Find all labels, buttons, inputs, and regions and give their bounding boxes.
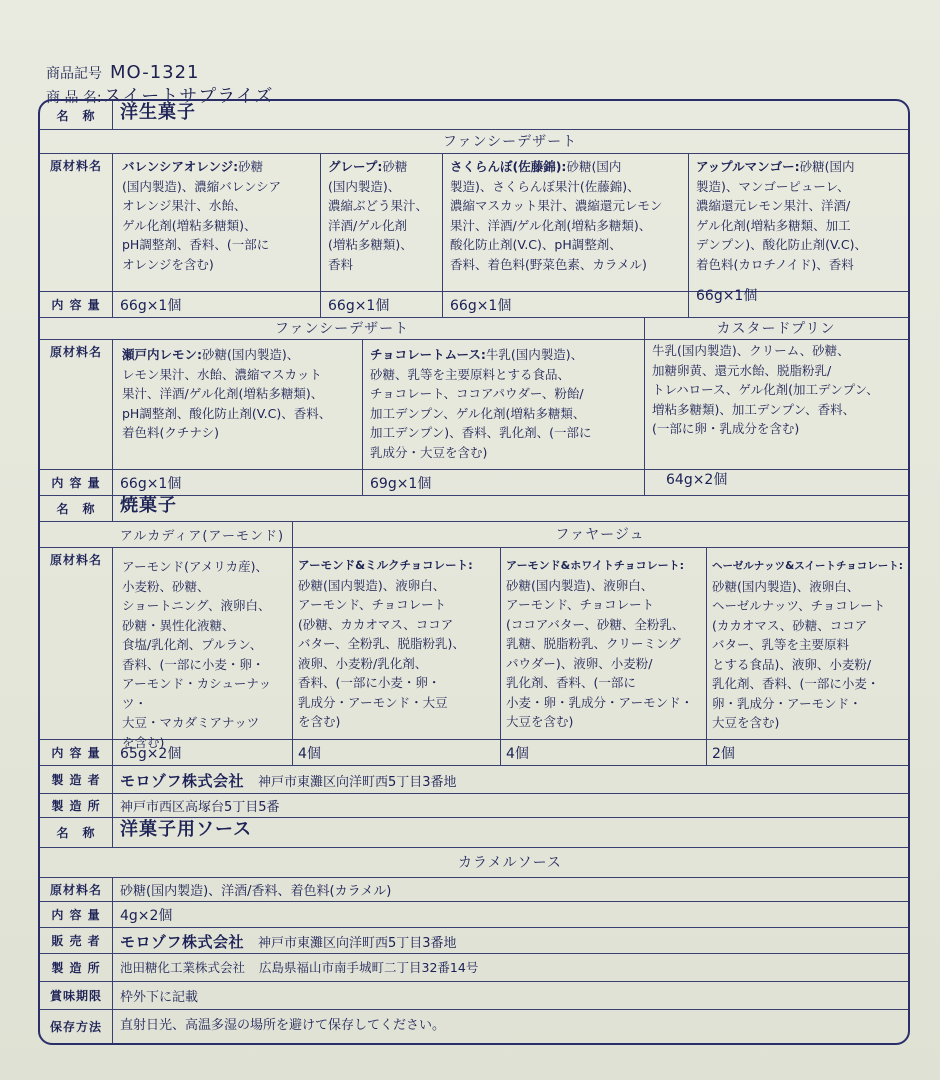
section3-title: 焼菓子 xyxy=(120,495,177,516)
qty-grape: 66g×1個 xyxy=(328,298,390,314)
label-storage: 保存方法 xyxy=(40,1009,113,1043)
label-contents: 内 容 量 xyxy=(40,901,113,927)
section1-title: 洋生菓子 xyxy=(120,102,196,123)
product-name: スイートサプライズ xyxy=(103,86,274,107)
divider xyxy=(320,153,321,291)
row-name-2 xyxy=(40,495,908,522)
row-seller xyxy=(40,927,908,954)
morozoff-logo: モロゾフ株式会社 xyxy=(120,933,245,951)
divider xyxy=(706,739,707,765)
item-custard-pudding: 牛乳(国内製造)、クリーム、砂糖、 加糖卵黄、還元水飴、脱脂粉乳/ トレハロース、ゲル化剤(加工デンプン、 増粘多糖類)、加工デンプン、香料、 (一部に卵・乳成分を含む) xyxy=(652,343,879,436)
maker-address: 神戸市東灘区向洋町西5丁目3番地 xyxy=(258,775,457,790)
divider xyxy=(500,547,501,739)
seller-info xyxy=(120,931,457,952)
qty-custard-pudding: 64g×2個 xyxy=(666,472,728,488)
divider xyxy=(644,469,645,495)
row-contents-2 xyxy=(40,469,908,496)
item-almond-milk: アーモンド&ミルクチョコレート: 砂糖(国内製造)、液卵白、 アーモンド、チョコレート (砂糖、カカオマス、ココア バター、全粉乳、脱脂粉乳)、 液卵、小麦粉/乳化剤、 香料、(一部に小麦・卵・ 乳成分・アーモンド・大豆 を含む) xyxy=(298,558,473,729)
factory2-company: 池田糖化工業株式会社 xyxy=(120,960,246,975)
qty-hazelnut-sweet: 2個 xyxy=(712,746,735,762)
qty-cherry: 66g×1個 xyxy=(450,298,512,314)
label-factory: 製 造 所 xyxy=(40,793,113,817)
product-code-label: 商品記号 xyxy=(46,66,102,82)
divider xyxy=(442,291,443,317)
item-grape: グレープ:砂糖 (国内製造)、 濃縮ぶどう果汁、 洋酒/ゲル化剤 (増粘多糖類)、 香料 xyxy=(328,159,429,272)
divider xyxy=(362,339,363,469)
row-sub-1 xyxy=(40,129,908,154)
product-code: MO-1321 xyxy=(110,62,200,83)
section4-subtitle: カラメルソース xyxy=(458,855,562,871)
divider xyxy=(292,739,293,765)
row-name-3 xyxy=(40,817,908,848)
label-seller: 販 売 者 xyxy=(40,927,113,953)
sauce-ingredients: 砂糖(国内製造)、洋酒/香料、着色料(カラメル) xyxy=(120,884,392,899)
divider xyxy=(442,153,443,291)
item-hazelnut-sweet: ヘーゼルナッツ&スイートチョコレート: 砂糖(国内製造)、液卵白、 ヘーゼルナッツ、チョコレート (カカオマス、砂糖、ココア バター、乳等を主要原料 とする食品)、液卵、小麦粉/ 乳化剤、香料、(一部に小麦・ 卵・乳成分・アーモンド・ 大豆を含む) xyxy=(712,560,903,730)
section3-subtitle-left: アルカディア(アーモンド) xyxy=(119,528,285,544)
qty-valencia: 66g×1個 xyxy=(120,298,182,314)
maker-info xyxy=(120,770,457,791)
divider xyxy=(644,339,645,469)
label-name: 名 称 xyxy=(40,101,113,129)
row-ingredients-4 xyxy=(40,877,908,902)
divider xyxy=(688,291,689,317)
product-name-label: 商 品 名: xyxy=(46,90,102,106)
row-ingredients-1 xyxy=(40,153,908,292)
qty-almond-white: 4個 xyxy=(506,746,529,762)
item-valencia: バレンシアオレンジ:砂糖 (国内製造)、濃縮バレンシア オレンジ果汁、水飴、 ゲル化剤(増粘多糖類)、 pH調整剤、香料、(一部に オレンジを含む) xyxy=(122,159,282,272)
row-contents-4 xyxy=(40,901,908,928)
divider xyxy=(292,547,293,739)
label-ingredients: 原材料名 xyxy=(40,339,113,469)
expiry-value: 枠外下に記載 xyxy=(120,990,199,1005)
storage-value: 直射日光、高温多湿の場所を避けて保存してください。 xyxy=(120,1018,446,1033)
qty-arcadia: 65g×2個 xyxy=(120,746,182,762)
qty-chocolate-mousse: 69g×1個 xyxy=(370,476,432,492)
row-factory-2 xyxy=(40,953,908,982)
row-sub-4 xyxy=(40,847,908,878)
row-storage xyxy=(40,1009,908,1043)
row-name-1 xyxy=(40,101,908,130)
qty-apple-mango: 66g×1個 xyxy=(696,288,758,304)
item-arcadia: アーモンド(アメリカ産)、 小麦粉、砂糖、 ショートニング、液卵白、 砂糖・異性化液糖、 食塩/乳化剤、プルラン、 香料、(一部に小麦・卵・ アーモンド・カシューナッツ・ 大豆・マカダミアナッツ を含む) xyxy=(122,559,272,750)
label-name: 名 称 xyxy=(40,817,113,847)
row-contents-3 xyxy=(40,739,908,766)
morozoff-logo: モロゾフ株式会社 xyxy=(120,772,245,790)
label-expiry: 賞味期限 xyxy=(40,981,113,1009)
divider xyxy=(320,291,321,317)
section1-subtitle: ファンシーデザート xyxy=(442,134,578,150)
row-maker xyxy=(40,765,908,794)
factory2-info xyxy=(120,958,478,976)
label-ingredients: 原材料名 xyxy=(40,153,113,291)
qty-sauce: 4g×2個 xyxy=(120,908,173,924)
label-contents: 内 容 量 xyxy=(40,739,113,765)
label-maker: 製 造 者 xyxy=(40,765,113,793)
item-cherry: さくらんぼ(佐藤錦):砂糖(国内 製造)、さくらんぼ果汁(佐藤錦)、 濃縮マスカット果汁、濃縮還元レモン 果汁、洋酒/ゲル化剤(増粘多糖類)、 酸化防止剤(V.C)、pH調整剤、 香料、着色料(野菜色素、カラメル) xyxy=(450,159,663,272)
section3-subtitle-right: ファヤージュ xyxy=(555,527,645,543)
qty-almond-milk: 4個 xyxy=(298,746,321,762)
divider xyxy=(500,739,501,765)
qty-setouchi-lemon: 66g×1個 xyxy=(120,476,182,492)
row-factory-1 xyxy=(40,793,908,818)
row-ingredients-2 xyxy=(40,339,908,470)
item-chocolate-mousse: チョコレートムース:牛乳(国内製造)、 砂糖、乳等を主要原料とする食品、 チョコレート、ココアパウダー、粉飴/ 加工デンプン、ゲル化剤(増粘多糖類、 加工デンプン)、香料、乳化剤、(一部に 乳成分・大豆を含む) xyxy=(370,347,592,460)
row-sub-2 xyxy=(40,317,908,340)
section2-subtitle-right: カスタードプリン xyxy=(716,321,836,337)
label-contents: 内 容 量 xyxy=(40,469,113,495)
section4-title: 洋菓子用ソース xyxy=(120,819,253,840)
row-expiry xyxy=(40,981,908,1010)
item-setouchi-lemon: 瀬戸内レモン:砂糖(国内製造)、 レモン果汁、水飴、濃縮マスカット 果汁、洋酒/ゲル化剤(増粘多糖類)、 pH調整剤、酸化防止剤(V.C)、香料、 着色料(クチナシ) xyxy=(122,347,332,440)
row-sub-3 xyxy=(40,521,908,548)
section2-subtitle-left: ファンシーデザート xyxy=(274,321,410,337)
label-contents: 内 容 量 xyxy=(40,291,113,317)
factory2-address: 広島県福山市南手城町二丁目32番14号 xyxy=(259,960,479,975)
row-contents-1 xyxy=(40,288,908,318)
divider xyxy=(362,469,363,495)
item-almond-white: アーモンド&ホワイトチョコレート: 砂糖(国内製造)、液卵白、 アーモンド、チョコレート (ココアバター、砂糖、全粉乳、 乳糖、脱脂粉乳、クリーミング パウダー)、液卵、小麦粉/ 乳化剤、香料、(一部に 小麦・卵・乳成分・アーモンド・ 大豆を含む) xyxy=(506,559,694,729)
product-code-line xyxy=(46,62,200,83)
label-ingredients: 原材料名 xyxy=(40,877,113,901)
divider xyxy=(706,547,707,739)
row-ingredients-3 xyxy=(40,547,908,750)
factory1-address: 神戸市西区高塚台5丁目5番 xyxy=(120,800,280,815)
label-factory: 製 造 所 xyxy=(40,953,113,981)
item-apple-mango: アップルマンゴー:砂糖(国内 製造)、マンゴーピューレ、 濃縮還元レモン果汁、洋酒/ ゲル化剤(増粘多糖類、加工 デンプン)、酸化防止剤(V.C)、 着色料(カロチノイド)、香料 xyxy=(696,159,868,272)
ingredient-table xyxy=(38,99,910,1045)
divider xyxy=(688,153,689,291)
label-ingredients: 原材料名 xyxy=(40,547,113,739)
label-name: 名 称 xyxy=(40,495,113,521)
seller-address: 神戸市東灘区向洋町西5丁目3番地 xyxy=(258,936,457,951)
